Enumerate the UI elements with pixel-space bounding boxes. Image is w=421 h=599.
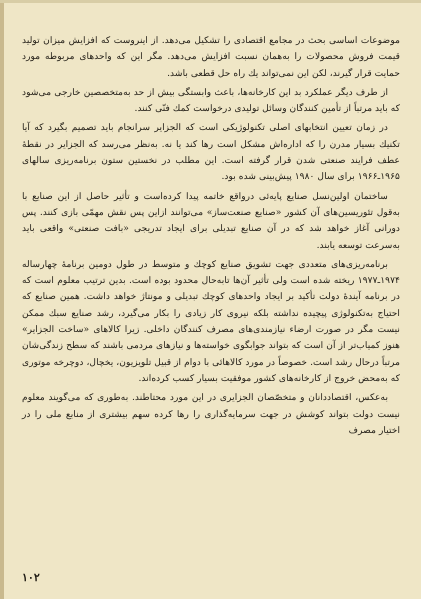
paragraph-4: ساختمان اولین‌نسل صنایع پایه‌ئی درواقع خاتمه پیدا کرده‌است و تأثیر حاصل از این صنایع با به‌قول تئوریسین‌های آن کشور «صنایع صنعت‌ساز» می‌توانند ازاین پس نقش مهمّی بازی کنند. پس دورانی آغاز خواهد شد که در آن صنایع تبدیلی برای ایجاد تدریجی «بافت صنعتی» واقعی باید به‌سرعت توسعه یابند. bbox=[22, 190, 400, 251]
paragraph-2: از طرف دیگر عملکرد بد این کارخانه‌ها، باعث وابستگی بیش از حد به‌متخصصین خارجی می‌شود که باید مرتباً از تأمین کنندگان وسائل تولیدی درخواست کمك فنّی کنند. bbox=[22, 86, 400, 115]
paragraph-3: در زمان تعیین انتخابهای اصلی تکنولوژیکی است که الجزایر سرانجام باید تصمیم بگیرد که آیا تکنیك بسیار مدرن را که اداره‌اش مشکل است رها کند یا نه. به‌نظر می‌رسد که الجزایر در نقطهٔ عطف فرایند صنعتی شدن قرار گرفته است. این مطلب در نخستین ستون برنامه‌ریزی سالهای ۱۹۶۵ـ۱۹۶۶ برای سال ۱۹۸۰ پیش‌بینی شده بود. bbox=[22, 122, 400, 183]
page-edge-left bbox=[0, 0, 4, 599]
body-text bbox=[22, 33, 400, 442]
paragraph-5: برنامه‌ریزی‌های متعددی جهت تشویق صنایع کوچك و متوسط در طول دومین برنامهٔ چهارساله ۱۹۷۴ـ۱۹۷۷ ریخته شده است ولی تأثیر آن‌ها تابه‌حال محدود بوده است. بدین ترتیب معلوم است که در برنامه آیندهٔ دولت تأکید بر ایجاد واحدهای کوچك تبدیلی و مونتاژ خواهد داشت. همین صنایع که احتیاج به‌تکنولوژی پیچیده نداشته بلکه نیروی کار زیادی را بکار می‌گیرد، رشد صنایع سبك ممکن نیست مگر در صورت ارضاء نیازمندی‌های مصرف کنندگان داخلی. زیرا کالاهای «ساخت الجزایر» هنوز کمیاب‌تر از آن است که بتواند جوابگوی خواسته‌ها و نیازهای مردمی باشند که سطح زندگی‌شان مرتباً درحال رشد است. خصوصاً در مورد کالاهائی با دوام از قبیل تلویزیون، یخچال، دوچرخه موتوری که به‌محض خروج از کارخانه‌های کشور موفقیت بسیار کسب کرده‌اند. bbox=[22, 258, 400, 384]
page-number: ۱۰۲ bbox=[22, 571, 40, 584]
paragraph-1: موضوعات اساسی بحث در مجامع اقتصادی را تشکیل می‌دهد. از اینروست که افزایش میزان تولید قیمت فروش محصولات را به‌همان نسبت افزایش می‌دهد. مگر این که واحدهای مربوطه مورد حمایت قرار گیرند، لکن این نمی‌تواند یك راه حل قطعی باشد. bbox=[22, 35, 400, 79]
paragraph-6: به‌عکس، اقتصاددانان و متخصّصان الجزایری در این مورد محتاطند. به‌طوری که می‌گویند معلوم نیست دولت بتواند کوشش در جهت سرمایه‌گذاری را رها کرده سهم بیشتری از منابع ملی را در اختیار مصرف bbox=[22, 392, 400, 436]
page-edge-top bbox=[0, 0, 421, 3]
